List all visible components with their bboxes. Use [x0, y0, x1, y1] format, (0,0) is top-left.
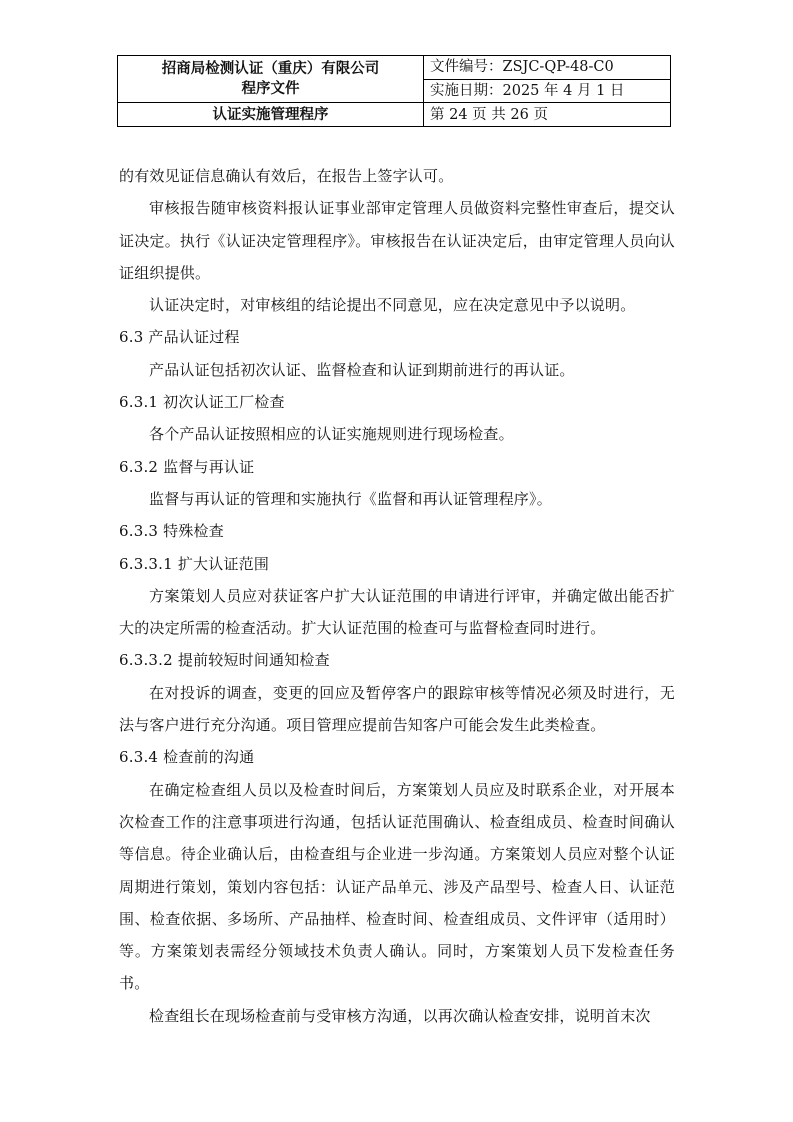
document-category: 程序文件 [241, 80, 300, 97]
document-title: 认证实施管理程序 [118, 103, 424, 127]
section-heading: 6.3.2 监督与再认证 [119, 457, 255, 476]
effective-date: 实施日期：2025 年 4 月 1 日 [424, 79, 671, 103]
body-paragraph: 各个产品认证按照相应的认证实施规则进行现场检查。 [149, 425, 514, 444]
body-paragraph: 产品认证包括初次认证、监督检查和认证到期前进行的再认证。 [149, 360, 575, 379]
organization-name-cell [118, 56, 424, 103]
continuation-text: 的有效见证信息确认有效后，在报告上签字认可。 [119, 167, 454, 185]
section-heading: 6.3.1 初次认证工厂检查 [119, 393, 285, 412]
document-body [119, 160, 675, 1032]
section-heading: 6.3.3.2 提前较短时间通知检查 [119, 651, 330, 670]
body-paragraph: 方案策划人员应对获证客户扩大认证范围的申请进行评审，并确定做出能否扩大的决定所需的检查活动。扩大认证范围的检查可与监督检查同时进行。 [119, 586, 675, 638]
body-paragraph: 认证决定时，对审核组的结论提出不同意见，应在决定意见中予以说明。 [149, 296, 636, 315]
body-paragraph: 在确定检查组人员以及检查时间后，方案策划人员应及时联系企业，对开展本次检查工作的注意事项进行沟通，包括认证范围确认、检查组成员、检查时间确认等信息。待企业确认后，由检查组与企业进一步沟通。方案策划人员应对整个认证周期进行策划，策划内容包括：认证产品单元、涉及产品型号、检查人日、认证范围、检查依据、多场所、产品抽样、检查时间、检查组成员、文件评审（适用时）等。方案策划表需经分领域技术负责人确认。同时，方案策划人员下发检查任务书。 [119, 780, 675, 993]
section-heading: 6.3 产品认证过程 [119, 328, 240, 347]
page-indicator: 第 24 页 共 26 页 [424, 103, 671, 127]
body-paragraph: 检查组长在现场检查前与受审核方沟通，以再次确认检查安排，说明首末次 [149, 1006, 651, 1025]
organization-name: 招商局检测认证（重庆）有限公司 [161, 60, 380, 77]
section-heading: 6.3.4 检查前的沟通 [119, 748, 255, 767]
body-paragraph: 在对投诉的调查，变更的回应及暂停客户的跟踪审核等情况必须及时进行，无法与客户进行充分沟通。项目管理应提前告知客户可能会发生此类检查。 [119, 683, 675, 735]
document-number: 文件编号：ZSJC-QP-48-C0 [424, 56, 671, 80]
section-heading: 6.3.3.1 扩大认证范围 [119, 554, 270, 573]
document-header-table [117, 55, 671, 127]
section-heading: 6.3.3 特殊检查 [119, 522, 224, 541]
body-paragraph: 监督与再认证的管理和实施执行《监督和再认证管理程序》。 [149, 489, 552, 508]
body-paragraph: 审核报告随审核资料报认证事业部审定管理人员做资料完整性审查后，提交认证决定。执行《认证决定管理程序》。审核报告在认证决定后，由审定管理人员向认证组织提供。 [119, 199, 675, 282]
